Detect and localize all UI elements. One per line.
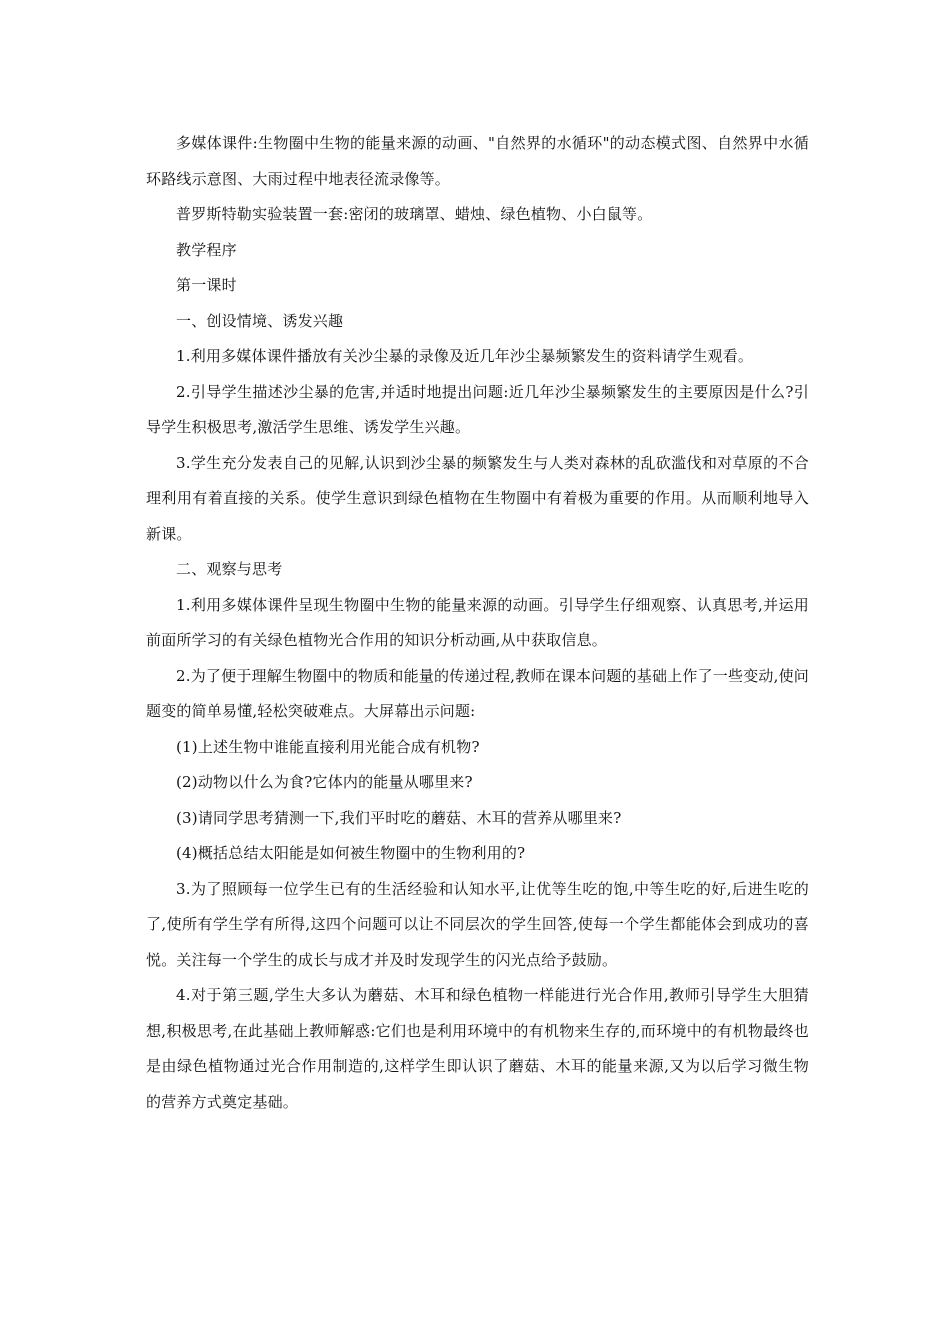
heading-section-one: 一、创设情境、诱发兴趣 — [176, 311, 344, 330]
heading-section-two: 二、观察与思考 — [176, 560, 283, 578]
paragraph-observe-1: 1.利用多媒体课件呈现生物圈中生物的能量来源的动画。引导学生仔细观察、认真思考,并运用前面所学习的有关绿色植物光合作用的知识分析动画,从中获取信息。 — [146, 595, 809, 649]
question-3: (3)请同学思考猜测一下,我们平时吃的蘑菇、木耳的营养从哪里来? — [176, 808, 622, 827]
heading-first-lesson: 第一课时 — [176, 276, 237, 294]
document-body — [146, 126, 809, 1120]
question-2: (2)动物以什么为食?它体内的能量从哪里来? — [176, 773, 473, 791]
paragraph-step-2: 2.引导学生描述沙尘暴的危害,并适时地提出问题:近几年沙尘暴频繁发生的主要原因是什么?引导学生积极思考,激活学生思维、诱发学生兴趣。 — [146, 382, 809, 436]
paragraph-observe-4: 4.对于第三题,学生大多认为蘑菇、木耳和绿色植物一样能进行光合作用,教师引导学生大胆猜想,积极思考,在此基础上教师解惑:它们也是利用环境中的有机物来生存的,而环境中的有机物最终也是由绿色植物通过光合作用制造的,这样学生即认识了蘑菇、木耳的能量来源,又为以后学习微生物的营养方式奠定基础。 — [146, 986, 809, 1111]
paragraph-step-3: 3.学生充分发表自己的见解,认识到沙尘暴的频繁发生与人类对森林的乱砍滥伐和对草原的不合理利用有着直接的关系。使学生意识到绿色植物在生物圈中有着极为重要的作用。从而顺利地导入新课。 — [146, 453, 809, 543]
question-1: (1)上述生物中谁能直接利用光能合成有机物? — [176, 737, 480, 756]
heading-teaching-procedure: 教学程序 — [176, 240, 237, 259]
question-4: (4)概括总结太阳能是如何被生物圈中的生物利用的? — [176, 844, 526, 862]
paragraph-observe-2: 2.为了便于理解生物圈中的物质和能量的传递过程,教师在课本问题的基础上作了一些变动,使问题变的简单易懂,轻松突破难点。大屏幕出示问题: — [146, 666, 809, 720]
paragraph-materials-multimedia: 多媒体课件:生物圈中生物的能量来源的动画、"自然界的水循环"的动态模式图、自然界中水循环路线示意图、大雨过程中地表径流录像等。 — [146, 134, 809, 188]
paragraph-materials-apparatus: 普罗斯特勒实验装置一套:密闭的玻璃罩、蜡烛、绿色植物、小白鼠等。 — [176, 205, 653, 223]
paragraph-observe-3: 3.为了照顾每一位学生已有的生活经验和认知水平,让优等生吃的饱,中等生吃的好,后进生吃的了,使所有学生学有所得,这四个问题可以让不同层次的学生回答,使每一个学生都能体会到成功的喜悦。关注每一个学生的成长与成才并及时发现学生的闪光点给予鼓励。 — [146, 879, 809, 969]
paragraph-step-1: 1.利用多媒体课件播放有关沙尘暴的录像及近几年沙尘暴频繁发生的资料请学生观看。 — [176, 347, 754, 365]
